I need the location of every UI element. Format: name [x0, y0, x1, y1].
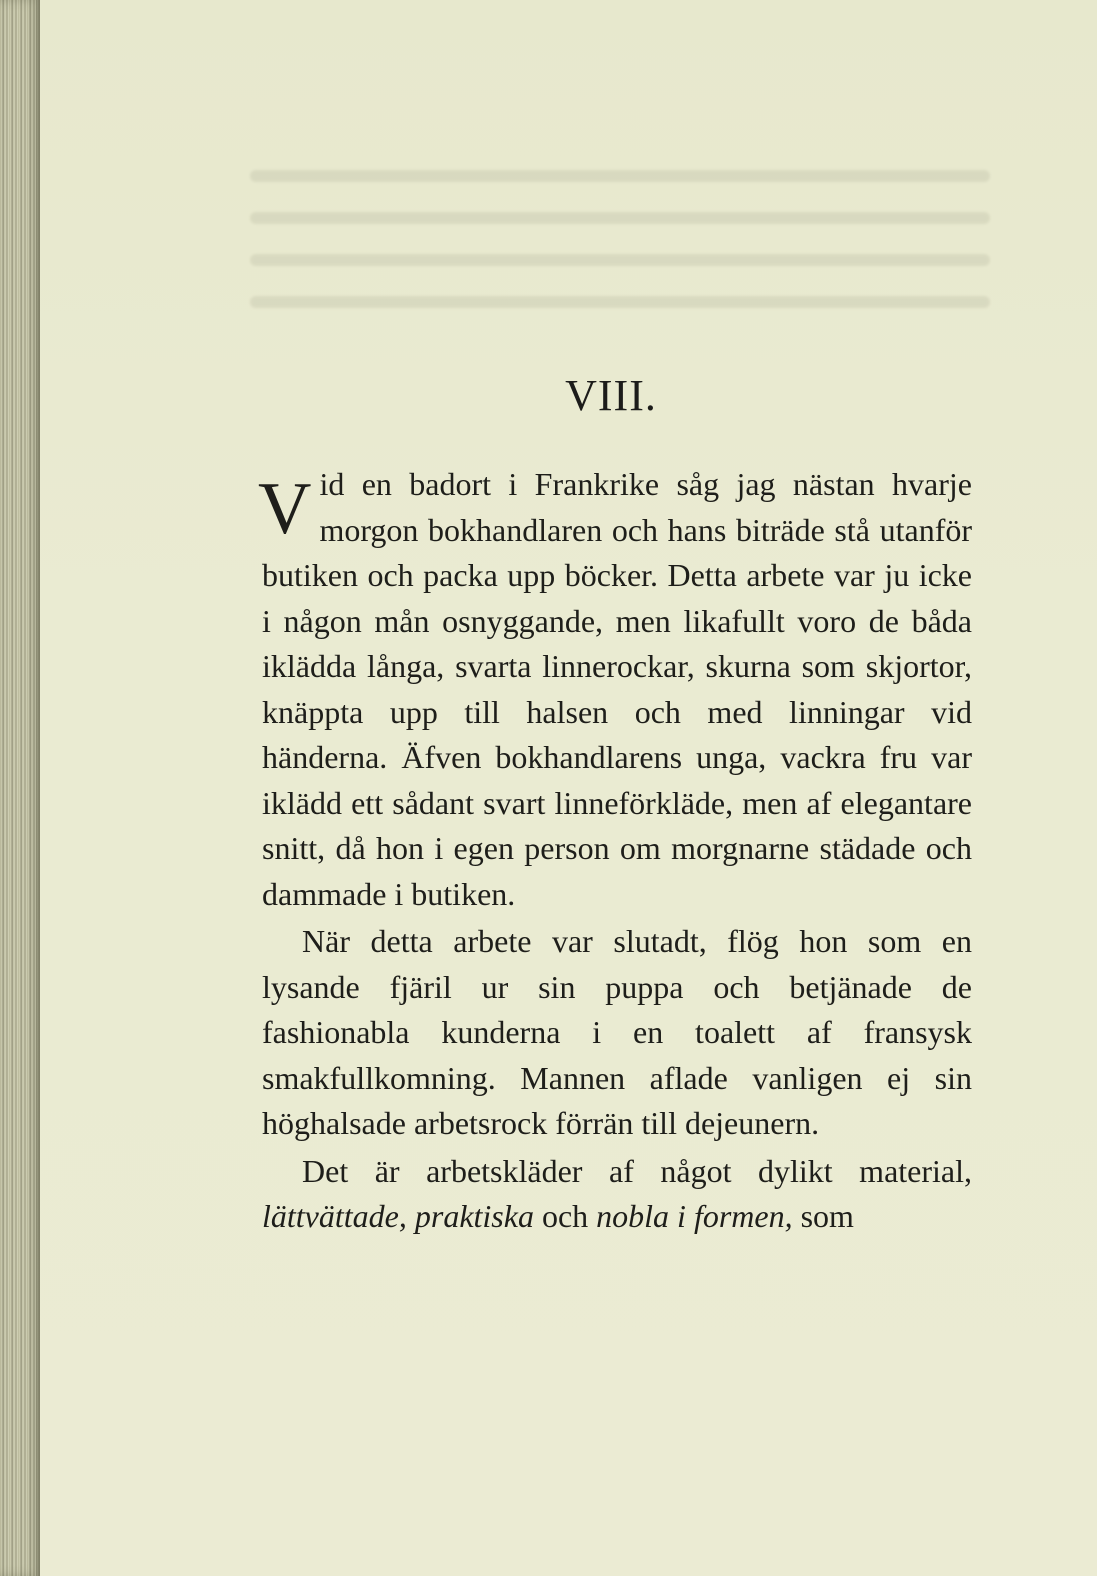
paragraph-3-italic-2: nobla i formen,: [596, 1198, 793, 1234]
paragraph-3-tail: som: [800, 1198, 854, 1234]
paragraph-3-lead: Det är arbetskläder af något dylikt material,: [302, 1152, 972, 1189]
paragraph-1: [258, 462, 972, 917]
paragraph-3: [262, 1149, 972, 1240]
show-through-text: [250, 170, 990, 360]
body-text: [258, 462, 972, 1240]
paragraph-3-mid: och: [541, 1198, 589, 1234]
paragraph-3-italic-1: lättvättade, praktiska: [262, 1198, 534, 1234]
paragraph-1-text: id en badort i Frankrike såg jag nästan hvarje morgon bokhandlaren och hans biträde stå utanför butiken och packa upp böcker. Detta arbete var ju icke i någon mån osnyggande, men likafullt voro de båda iklädda långa, svarta linnerockar, skurna som skjortor, knäppta upp till halsen och med linningar vid händerna. Äfven bokhandlarens unga, vackra fru var iklädd ett sådant svart linneförkläde, men af elegantare snitt, då hon i egen person om morgnarne städade och dammade i butiken.: [262, 466, 972, 912]
book-page-edges: [0, 0, 40, 1576]
paragraph-2: När detta arbete var slutadt, flög hon som en lysande fjäril ur sin puppa och betjänade de fashionabla kunderna i en toalett af fransysk smakfullkomning. Mannen aflade vanligen ej sin höghalsade arbetsrock förrän till dejeunern.: [262, 923, 972, 1141]
chapter-heading: VIII.: [565, 371, 657, 420]
drop-cap: V: [258, 468, 312, 550]
